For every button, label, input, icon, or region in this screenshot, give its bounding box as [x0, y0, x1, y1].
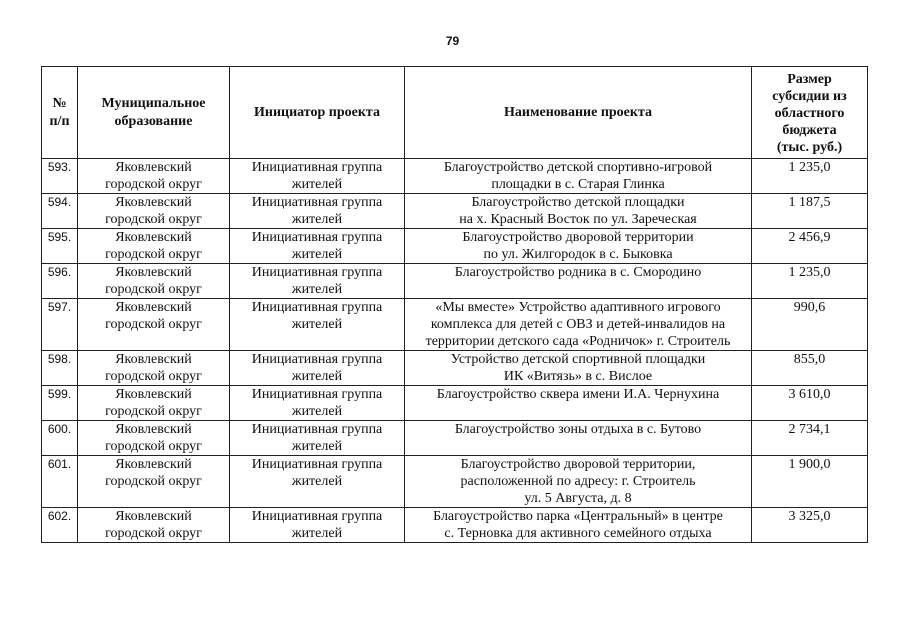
project-name-cell: Благоустройство детской площадки на х. Красный Восток по ул. Зареческая: [405, 194, 752, 229]
municipality-cell: Яковлевский городской округ: [78, 508, 230, 543]
page-number: 79: [445, 34, 460, 48]
project-name-cell: Благоустройство сквера имени И.А. Чернухина: [405, 386, 752, 421]
subsidy-amount-cell: 1 235,0: [752, 159, 868, 194]
subsidy-amount-cell: 2 456,9: [752, 229, 868, 264]
project-name-cell: Благоустройство родника в с. Смородино: [405, 264, 752, 299]
initiator-cell: Инициативная группа жителей: [230, 229, 405, 264]
header-num: № п/п: [42, 67, 78, 159]
header-row: [42, 67, 868, 159]
table-row: [42, 421, 868, 456]
initiator-cell: Инициативная группа жителей: [230, 159, 405, 194]
row-number: 600.: [42, 421, 78, 456]
initiator-cell: Инициативная группа жителей: [230, 351, 405, 386]
municipality-cell: Яковлевский городской округ: [78, 194, 230, 229]
municipality-cell: Яковлевский городской округ: [78, 456, 230, 508]
table-body: [42, 159, 868, 543]
table-row: [42, 194, 868, 229]
header-project: Наименование проекта: [405, 67, 752, 159]
row-number: 597.: [42, 299, 78, 351]
header-amount: Размер субсидии из областного бюджета (тыс. руб.): [752, 67, 868, 159]
municipality-cell: Яковлевский городской округ: [78, 299, 230, 351]
table-row: [42, 508, 868, 543]
row-number: 595.: [42, 229, 78, 264]
municipality-cell: Яковлевский городской округ: [78, 159, 230, 194]
subsidy-amount-cell: 990,6: [752, 299, 868, 351]
initiator-cell: Инициативная группа жителей: [230, 508, 405, 543]
subsidy-amount-cell: 855,0: [752, 351, 868, 386]
project-name-cell: Благоустройство зоны отдыха в с. Бутово: [405, 421, 752, 456]
initiator-cell: Инициативная группа жителей: [230, 194, 405, 229]
row-number: 599.: [42, 386, 78, 421]
project-name-cell: Благоустройство дворовой территории по ул. Жилгородок в с. Быковка: [405, 229, 752, 264]
subsidy-amount-cell: 2 734,1: [752, 421, 868, 456]
row-number: 602.: [42, 508, 78, 543]
project-name-cell: «Мы вместе» Устройство адаптивного игрового комплекса для детей с ОВЗ и детей-инвалидов на территории детского сада «Родничок» г. Строитель: [405, 299, 752, 351]
subsidy-amount-cell: 3 325,0: [752, 508, 868, 543]
project-name-cell: Благоустройство парка «Центральный» в центре с. Терновка для активного семейного отдыха: [405, 508, 752, 543]
municipality-cell: Яковлевский городской округ: [78, 229, 230, 264]
municipality-cell: Яковлевский городской округ: [78, 264, 230, 299]
subsidy-amount-cell: 1 900,0: [752, 456, 868, 508]
table-row: [42, 351, 868, 386]
table-row: [42, 159, 868, 194]
initiator-cell: Инициативная группа жителей: [230, 421, 405, 456]
row-number: 601.: [42, 456, 78, 508]
table-row: [42, 264, 868, 299]
subsidy-table: [41, 66, 868, 543]
row-number: 593.: [42, 159, 78, 194]
project-name-cell: Благоустройство детской спортивно-игровой площадки в с. Старая Глинка: [405, 159, 752, 194]
row-number: 594.: [42, 194, 78, 229]
table-header: [42, 67, 868, 159]
initiator-cell: Инициативная группа жителей: [230, 264, 405, 299]
initiator-cell: Инициативная группа жителей: [230, 386, 405, 421]
table-row: [42, 456, 868, 508]
municipality-cell: Яковлевский городской округ: [78, 351, 230, 386]
subsidy-amount-cell: 3 610,0: [752, 386, 868, 421]
table-row: [42, 229, 868, 264]
table-row: [42, 386, 868, 421]
header-initiator: Инициатор проекта: [230, 67, 405, 159]
header-municipality: Муниципальное образование: [78, 67, 230, 159]
subsidy-amount-cell: 1 187,5: [752, 194, 868, 229]
project-name-cell: Устройство детской спортивной площадки ИК «Витязь» в с. Вислое: [405, 351, 752, 386]
table-row: [42, 299, 868, 351]
initiator-cell: Инициативная группа жителей: [230, 456, 405, 508]
row-number: 598.: [42, 351, 78, 386]
initiator-cell: Инициативная группа жителей: [230, 299, 405, 351]
project-name-cell: Благоустройство дворовой территории, расположенной по адресу: г. Строитель ул. 5 Августа, д. 8: [405, 456, 752, 508]
subsidy-amount-cell: 1 235,0: [752, 264, 868, 299]
row-number: 596.: [42, 264, 78, 299]
municipality-cell: Яковлевский городской округ: [78, 421, 230, 456]
municipality-cell: Яковлевский городской округ: [78, 386, 230, 421]
